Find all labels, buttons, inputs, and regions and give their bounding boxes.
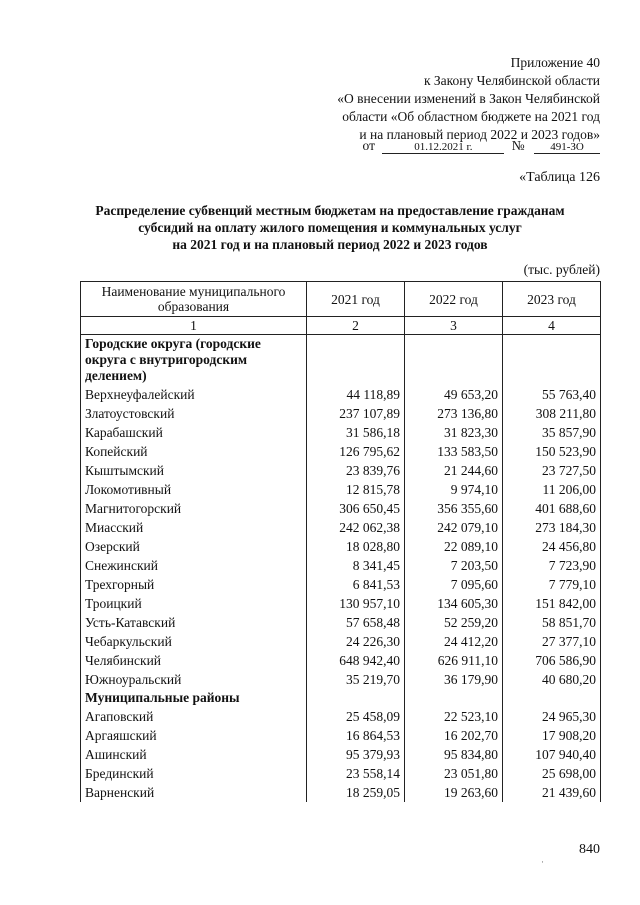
column-number: 1 — [81, 317, 307, 335]
table-row — [81, 726, 601, 745]
table-row — [81, 537, 601, 556]
empty-cell — [405, 335, 503, 386]
table-row — [81, 707, 601, 726]
municipality-name: Троицкий — [81, 594, 307, 613]
subventions-table — [80, 281, 601, 802]
municipality-name: Магнитогорский — [81, 499, 307, 518]
amount-2021: 237 107,89 — [307, 404, 405, 423]
amount-2021: 16 864,53 — [307, 726, 405, 745]
law-number: 491-ЗО — [534, 141, 600, 154]
law-date: 01.12.2021 г. — [382, 141, 504, 154]
table-row — [81, 404, 601, 423]
amount-2023: 273 184,30 — [503, 518, 601, 537]
amount-2021: 6 841,53 — [307, 575, 405, 594]
table-row — [81, 385, 601, 404]
table-row — [81, 499, 601, 518]
header-2021: 2021 год — [307, 282, 405, 317]
page-number: 840 — [579, 842, 600, 857]
municipality-name: Аргаяшский — [81, 726, 307, 745]
header-2023: 2023 год — [503, 282, 601, 317]
amount-2021: 23 839,76 — [307, 461, 405, 480]
empty-cell — [503, 689, 601, 707]
amount-2022: 36 179,90 — [405, 670, 503, 689]
empty-cell — [307, 335, 405, 386]
amount-2022: 16 202,70 — [405, 726, 503, 745]
amount-2023: 27 377,10 — [503, 632, 601, 651]
amount-2023: 11 206,00 — [503, 480, 601, 499]
amount-2021: 24 226,30 — [307, 632, 405, 651]
amount-2021: 44 118,89 — [307, 385, 405, 404]
municipality-name: Челябинский — [81, 651, 307, 670]
number-label: № — [511, 138, 525, 153]
municipality-name: Южноуральский — [81, 670, 307, 689]
amount-2023: 150 523,90 — [503, 442, 601, 461]
appendix-line: области «Об областном бюджете на 2021 год — [342, 109, 600, 124]
amount-2022: 7 203,50 — [405, 556, 503, 575]
amount-2022: 7 095,60 — [405, 575, 503, 594]
column-number: 2 — [307, 317, 405, 335]
amount-2022: 49 653,20 — [405, 385, 503, 404]
group-row — [81, 689, 601, 707]
amount-2021: 57 658,48 — [307, 613, 405, 632]
table-label: «Таблица 126 — [519, 170, 600, 185]
amount-2023: 401 688,60 — [503, 499, 601, 518]
appendix-header — [337, 54, 600, 144]
group-row — [81, 335, 601, 386]
amount-2021: 130 957,10 — [307, 594, 405, 613]
appendix-line: Приложение 40 — [510, 55, 600, 70]
amount-2023: 21 439,60 — [503, 783, 601, 802]
header-2022: 2022 год — [405, 282, 503, 317]
municipality-name: Копейский — [81, 442, 307, 461]
amount-2022: 133 583,50 — [405, 442, 503, 461]
amount-2021: 35 219,70 — [307, 670, 405, 689]
header-name: Наименование муниципального образования — [81, 282, 307, 317]
municipality-name: Верхнеуфалейский — [81, 385, 307, 404]
table-row — [81, 518, 601, 537]
amount-2021: 648 942,40 — [307, 651, 405, 670]
amount-2023: 7 723,90 — [503, 556, 601, 575]
amount-2022: 356 355,60 — [405, 499, 503, 518]
amount-2023: 58 851,70 — [503, 613, 601, 632]
amount-2022: 242 079,10 — [405, 518, 503, 537]
table-row — [81, 575, 601, 594]
table-body — [81, 335, 601, 803]
column-number: 3 — [405, 317, 503, 335]
municipality-name: Миасский — [81, 518, 307, 537]
table-row — [81, 594, 601, 613]
empty-cell — [405, 689, 503, 707]
amount-2022: 31 823,30 — [405, 423, 503, 442]
title-line: Распределение субвенций местным бюджетам на предоставление гражданам — [95, 203, 565, 218]
document-title — [60, 202, 600, 253]
amount-2022: 24 412,20 — [405, 632, 503, 651]
table-row — [81, 783, 601, 802]
amount-2022: 95 834,80 — [405, 745, 503, 764]
municipality-name: Кыштымский — [81, 461, 307, 480]
municipality-name: Озерский — [81, 537, 307, 556]
amount-2022: 52 259,20 — [405, 613, 503, 632]
empty-cell — [503, 335, 601, 386]
units-label: (тыс. рублей) — [523, 262, 600, 277]
amount-2023: 55 763,40 — [503, 385, 601, 404]
appendix-line: к Закону Челябинской области — [423, 73, 600, 88]
amount-2021: 31 586,18 — [307, 423, 405, 442]
municipality-name: Агаповский — [81, 707, 307, 726]
scan-speck: · — [541, 857, 544, 867]
amount-2022: 134 605,30 — [405, 594, 503, 613]
amount-2021: 18 028,80 — [307, 537, 405, 556]
table-row — [81, 670, 601, 689]
amount-2021: 8 341,45 — [307, 556, 405, 575]
amount-2022: 9 974,10 — [405, 480, 503, 499]
amount-2023: 24 965,30 — [503, 707, 601, 726]
appendix-line: «О внесении изменений в Закон Челябинской — [337, 91, 600, 106]
amount-2023: 24 456,80 — [503, 537, 601, 556]
municipality-name: Варненский — [81, 783, 307, 802]
amount-2022: 21 244,60 — [405, 461, 503, 480]
amount-2021: 25 458,09 — [307, 707, 405, 726]
amount-2023: 35 857,90 — [503, 423, 601, 442]
amount-2021: 18 259,05 — [307, 783, 405, 802]
table-row — [81, 745, 601, 764]
municipality-name: Локомотивный — [81, 480, 307, 499]
amount-2022: 626 911,10 — [405, 651, 503, 670]
amount-2022: 19 263,60 — [405, 783, 503, 802]
municipality-name: Чебаркульский — [81, 632, 307, 651]
municipality-name: Брединский — [81, 764, 307, 783]
from-label: от — [362, 138, 375, 153]
municipality-name: Трехгорный — [81, 575, 307, 594]
municipality-name: Ашинский — [81, 745, 307, 764]
amount-2023: 17 908,20 — [503, 726, 601, 745]
amount-2022: 22 523,10 — [405, 707, 503, 726]
amount-2023: 706 586,90 — [503, 651, 601, 670]
amount-2021: 126 795,62 — [307, 442, 405, 461]
amount-2023: 23 727,50 — [503, 461, 601, 480]
appendix-line: и на плановый период 2022 и 2023 годов» — [359, 127, 600, 142]
amount-2021: 23 558,14 — [307, 764, 405, 783]
municipality-name: Златоустовский — [81, 404, 307, 423]
table-row — [81, 613, 601, 632]
amount-2021: 242 062,38 — [307, 518, 405, 537]
amount-2021: 12 815,78 — [307, 480, 405, 499]
table-row — [81, 442, 601, 461]
law-signature-line — [363, 138, 601, 156]
amount-2022: 273 136,80 — [405, 404, 503, 423]
amount-2023: 25 698,00 — [503, 764, 601, 783]
table-row — [81, 764, 601, 783]
amount-2023: 40 680,20 — [503, 670, 601, 689]
column-number: 4 — [503, 317, 601, 335]
table-row — [81, 423, 601, 442]
municipality-name: Усть-Катавский — [81, 613, 307, 632]
table-row — [81, 556, 601, 575]
empty-cell — [307, 689, 405, 707]
municipality-name: Снежинский — [81, 556, 307, 575]
table-row — [81, 480, 601, 499]
amount-2021: 306 650,45 — [307, 499, 405, 518]
table-row — [81, 632, 601, 651]
amount-2023: 107 940,40 — [503, 745, 601, 764]
title-line: субсидий на оплату жилого помещения и коммунальных услуг — [138, 220, 522, 235]
amount-2022: 22 089,10 — [405, 537, 503, 556]
amount-2023: 151 842,00 — [503, 594, 601, 613]
amount-2023: 7 779,10 — [503, 575, 601, 594]
amount-2022: 23 051,80 — [405, 764, 503, 783]
amount-2023: 308 211,80 — [503, 404, 601, 423]
municipality-name: Карабашский — [81, 423, 307, 442]
amount-2021: 95 379,93 — [307, 745, 405, 764]
group-name: Городские округа (городские округа с внутригородским делением) — [81, 335, 307, 386]
title-line: на 2021 год и на плановый период 2022 и 2023 годов — [172, 237, 488, 252]
table-row — [81, 651, 601, 670]
group-name: Муниципальные районы — [81, 689, 307, 707]
table-row — [81, 461, 601, 480]
